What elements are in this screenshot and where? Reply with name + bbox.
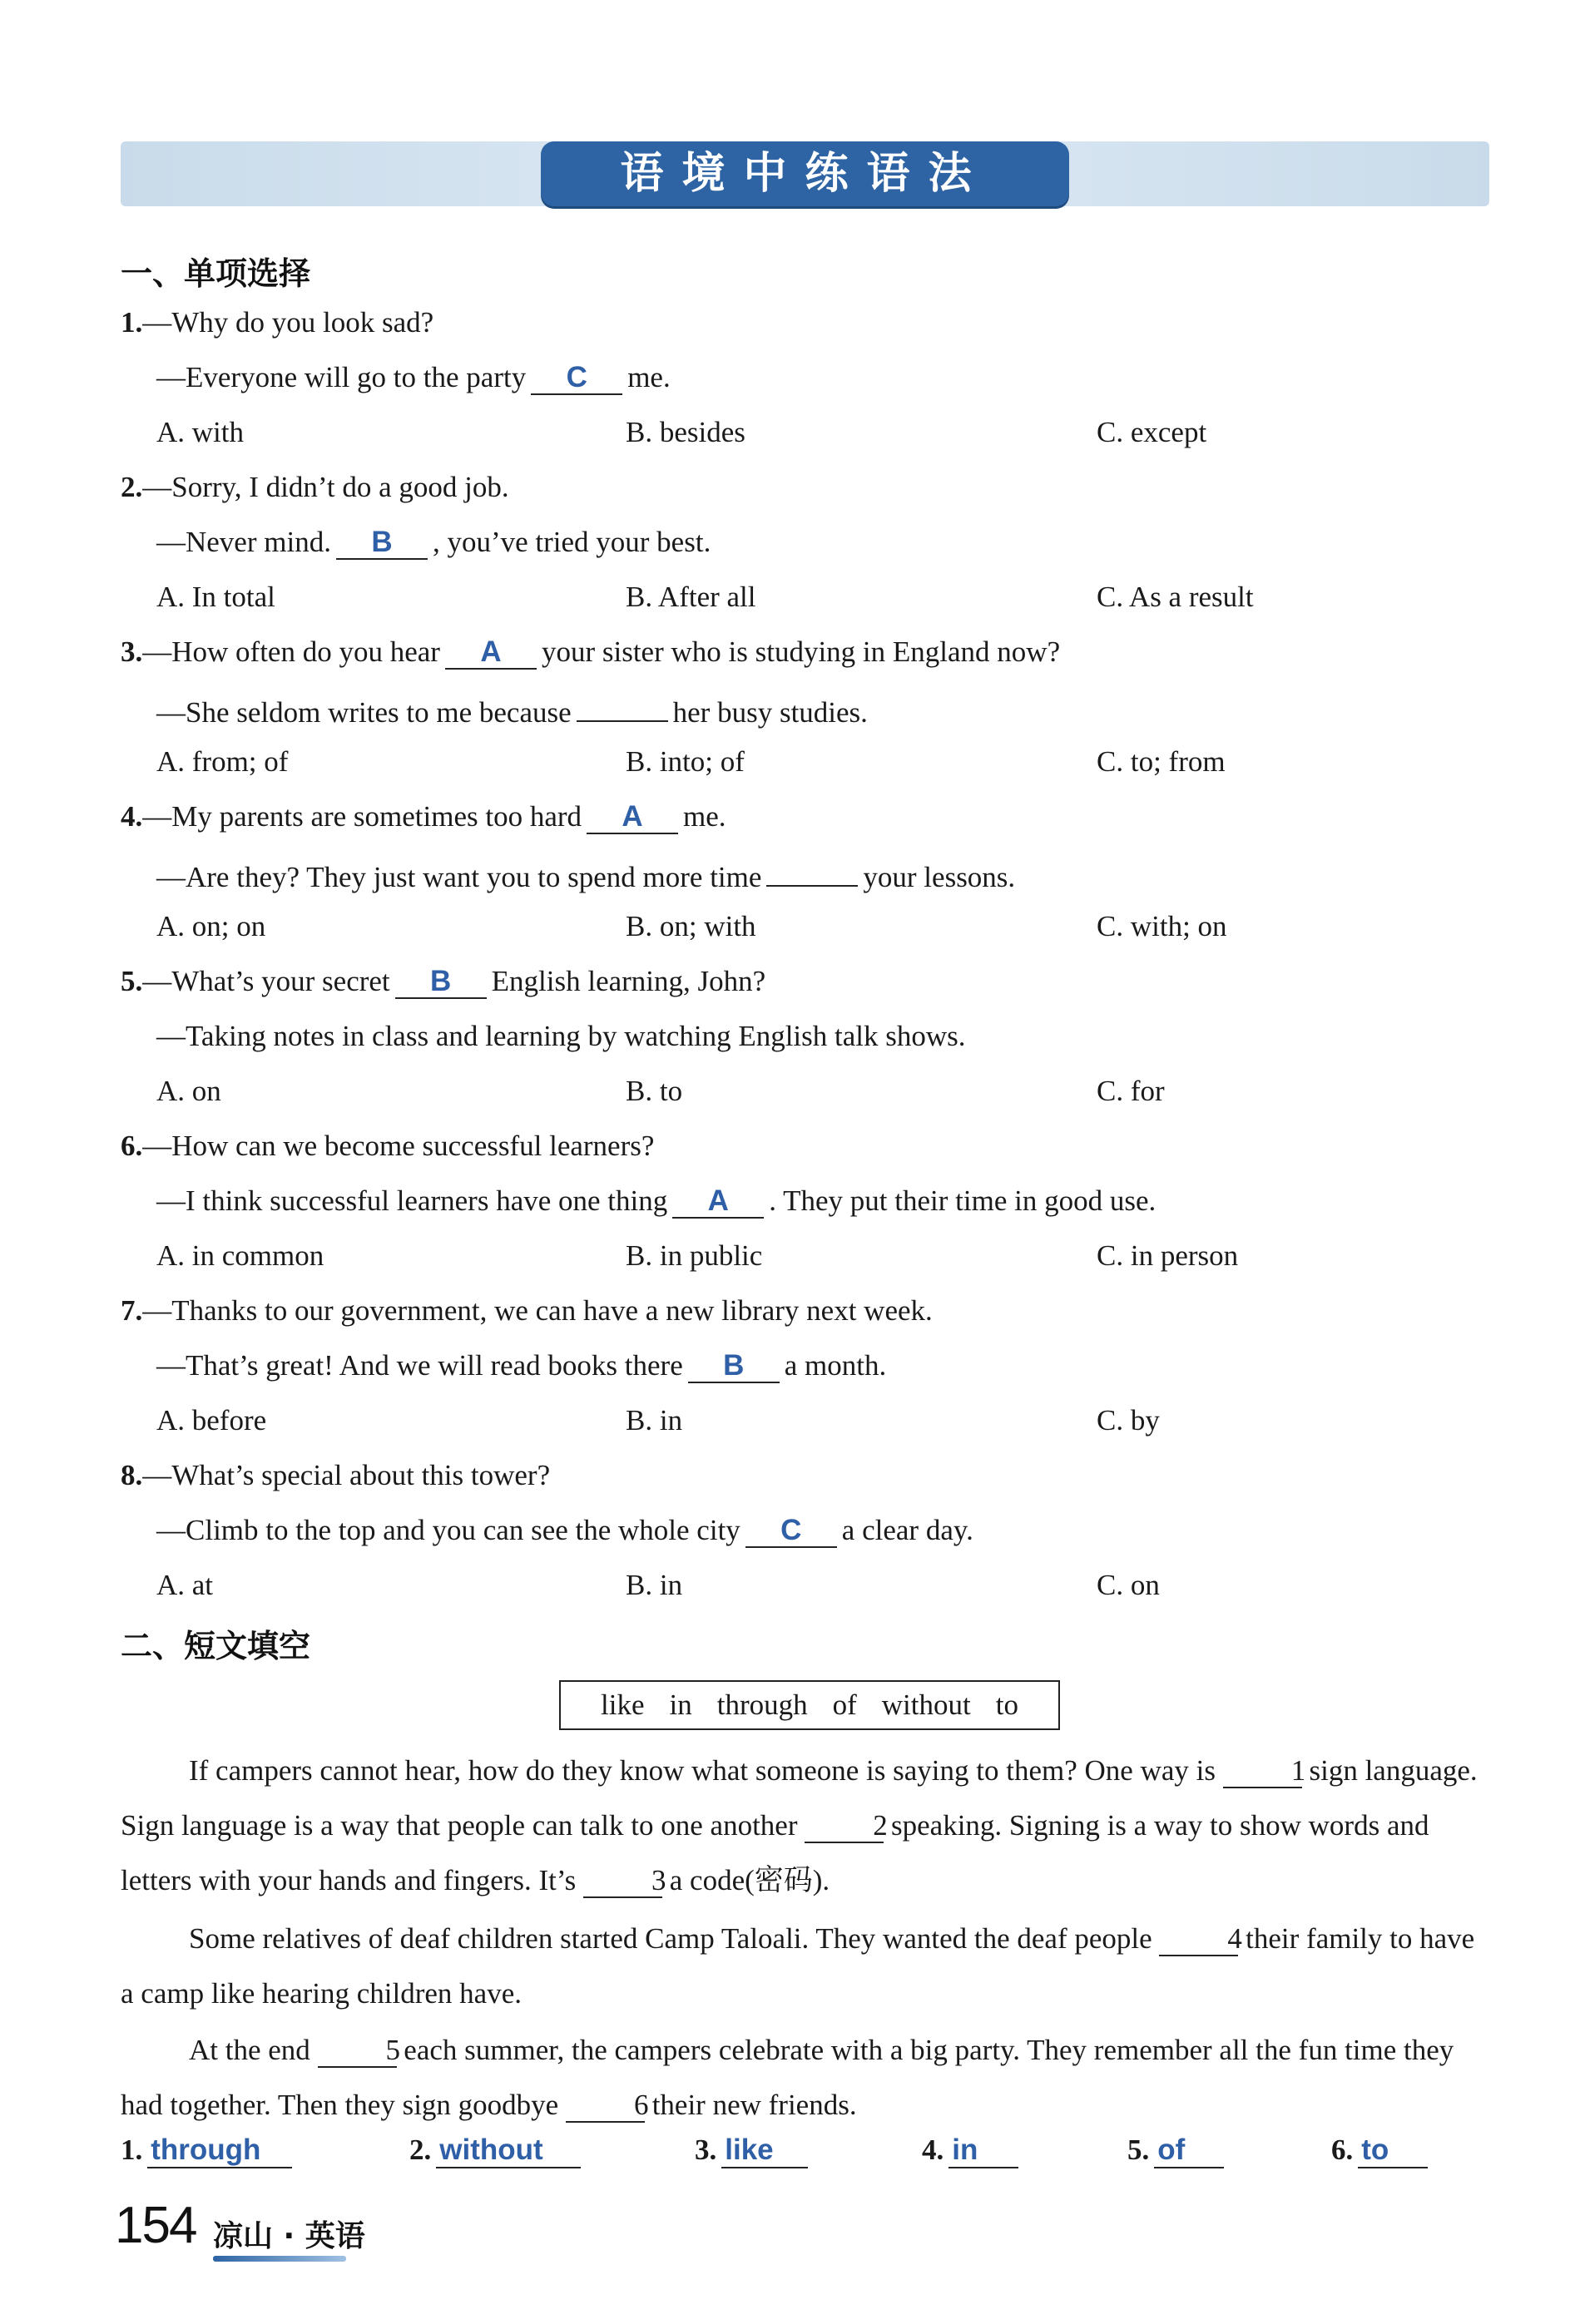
empty-blank [577, 689, 668, 722]
question-2-line1: 2.—Sorry, I didn’t do a good job. [121, 471, 509, 503]
question-3-line2: —She seldom writes to me because her busy studies. [156, 689, 868, 731]
answer-blank: A [672, 1185, 764, 1219]
option-c: C. for [1097, 1075, 1165, 1107]
answer-blank: B [395, 966, 487, 999]
cloze-answer-1: 1. through [121, 2134, 292, 2168]
option-c: C. on [1097, 1569, 1160, 1601]
book-label: 凉山 · 英语 [213, 2219, 365, 2253]
question-7-line1: 7.—Thanks to our government, we can have a new library next week. [121, 1294, 933, 1327]
answer-blank: B [688, 1350, 780, 1383]
passage-paragraph-2: Some relatives of deaf children started Camp Taloali. They wanted the deaf people 4 their family to have a camp like hearing children have. [121, 1922, 1475, 2010]
word-bank-item: to [995, 1689, 1018, 1721]
question-3-line1: 3.—How often do you hear A your sister who is studying in England now? [121, 635, 1061, 668]
question-4-line2: —Are they? They just want you to spend more time your lessons. [156, 853, 1015, 896]
answer-blank: A [587, 801, 678, 834]
page-number: 154 [115, 2197, 196, 2254]
question-4-line1: 4.—My parents are sometimes too hard A me. [121, 800, 726, 833]
answer-blank: B [336, 527, 428, 560]
word-bank-item: in [669, 1689, 692, 1721]
word-bank-item: through [716, 1689, 808, 1721]
question-7-line2: —That’s great! And we will read books there B a month. [156, 1349, 887, 1382]
page-title: 语境中练语法 [541, 141, 1069, 206]
option-a: A. before [156, 1404, 267, 1436]
option-c: C. by [1097, 1404, 1160, 1436]
answer-blank: A [445, 636, 537, 670]
section-title-cloze: 二、短文填空 [121, 1628, 311, 1664]
question-8-line1: 8.—What’s special about this tower? [121, 1459, 551, 1491]
option-b: B. on; with [626, 910, 756, 942]
option-a: A. In total [156, 581, 275, 613]
section-title-choice: 一、单项选择 [121, 255, 311, 292]
option-b: B. After all [626, 581, 756, 613]
cloze-answer-2: 2. without [409, 2134, 581, 2168]
option-c: C. except [1097, 416, 1207, 448]
option-b: B. into; of [626, 745, 745, 778]
word-bank [559, 1680, 1060, 1730]
option-b: B. to [626, 1075, 683, 1107]
question-6-line1: 6.—How can we become successful learners? [121, 1130, 655, 1162]
option-b: B. in [626, 1569, 683, 1601]
option-a: A. from; of [156, 745, 289, 778]
question-1-line1: 1.—Why do you look sad? [121, 306, 434, 339]
word-bank-item: like [601, 1689, 645, 1721]
option-a: A. at [156, 1569, 214, 1601]
empty-blank [766, 853, 858, 887]
option-b: B. besides [626, 416, 745, 448]
footer-accent-bar [213, 2256, 346, 2262]
passage-paragraph-1: If campers cannot hear, how do they know what someone is saying to them? One way is 1 sign language. Sign language is a way that people can talk to one another 2 speaking. Signing is a way to show words and letters with your hands and fingers. It’s 3 a code(密码). [121, 1754, 1478, 1896]
option-a: A. on [156, 1075, 221, 1107]
option-b: B. in [626, 1404, 683, 1436]
option-c: C. in person [1097, 1239, 1239, 1272]
option-a: A. in common [156, 1239, 324, 1272]
answer-blank: C [531, 362, 622, 395]
option-a: A. on; on [156, 910, 266, 942]
option-c: C. to; from [1097, 745, 1226, 778]
question-1-line2: —Everyone will go to the party C me. [156, 361, 671, 393]
answer-blank: C [745, 1515, 837, 1548]
cloze-answer-4: 4. in [922, 2134, 1018, 2168]
question-6-line2: —I think successful learners have one thing A . They put their time in good use. [156, 1184, 1156, 1217]
option-a: A. with [156, 416, 244, 448]
question-5-line1: 5.—What’s your secret B English learning, John? [121, 965, 766, 997]
question-2-line2: —Never mind. B , you’ve tried your best. [156, 526, 711, 558]
option-c: C. with; on [1097, 910, 1227, 942]
cloze-answer-5: 5. of [1127, 2134, 1224, 2168]
cloze-answer-3: 3. like [695, 2134, 808, 2168]
word-bank-item: without [881, 1689, 971, 1721]
word-bank-item: of [832, 1689, 857, 1721]
option-c: C. As a result [1097, 581, 1254, 613]
passage-paragraph-3: At the end 5 each summer, the campers celebrate with a big party. They remember all the fun time they had together. Then they sign goodbye 6 their new friends. [121, 2034, 1454, 2121]
question-8-line2: —Climb to the top and you can see the whole city C a clear day. [156, 1514, 973, 1546]
option-b: B. in public [626, 1239, 763, 1272]
question-5-line2: —Taking notes in class and learning by watching English talk shows. [156, 1020, 966, 1052]
cloze-answer-6: 6. to [1331, 2134, 1428, 2168]
